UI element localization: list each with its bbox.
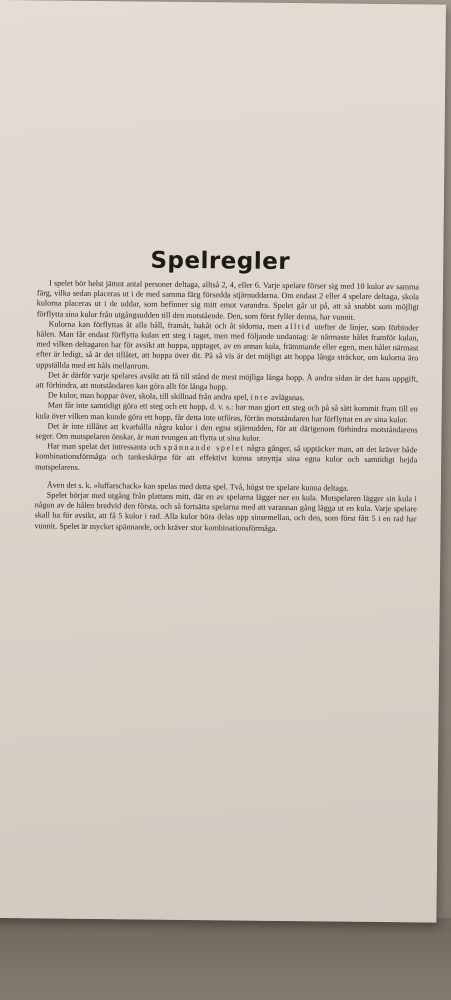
- rule-paragraph: Även det s. k. »luffarschack» kan spelas med detta spel. Två, högst tre spelare kunna deltaga.: [46, 480, 349, 493]
- paragraph-text: utefter de linjer, som förbinder hålen. Man får endast förflytta kulan ett steg i taget, men med följande undantag: är närmaste hålet framför kulan, med vilken deltagaren har för avsikt att hoppa, upptaget, av en annan kula, främmande eller egen, men hålet närmast efter är ledigt, så är det tillåtet, att hoppa över dit. På så vis är det möjligt att hoppa långa sträckor, om kulorna äro uppställda med ett håls mellanrum.: [36, 322, 419, 371]
- document-body: [34, 278, 419, 535]
- rule-paragraph: Spelet börjar med utgång från plattans mitt, där en av spelarna lägger ner en kula. Motspelaren lägger sin kula i någon av de hålen bredvid den första, och så fortsätta spelarna med att varannan gång lägga ut en kula. Varje spelare skall ha för avsikt, att få 5 kulor i rad. Alla kulor böra delas upp sinsemellan, och den, som först fått 5 i en rad har vunnit. Spelet är mycket spännande, och kräver stor kombinationsförmåga.: [34, 490, 417, 533]
- rule-paragraph: [35, 442, 417, 477]
- rule-paragraph: I spelet bör helst jämnt antal personer deltaga, alltså 2, 4, eller 6. Varje spelare förser sig med 10 kulor av samma färg, vilka sedan placeras ut i de med samma färg försedda stjärnuddarna. Om endast 2 eller 4 spelare deltaga, skola kulorna placeras ut i de uddar, som befinner sig mitt emot varandra. Spelet går ut på, att så snabbt som möjligt förflytta sina kulor från utgångsudden till den motstående. Den, som först fyller denna, har vunnit.: [36, 278, 420, 322]
- rule-paragraph: Man får inte samtidigt göra ett steg och ett hopp, d. v. s.: har man gjort ett steg och på så sätt kommit fram till en kula över vilken man kunde göra ett hopp, får detta inte utföras, förrän motståndaren har förflyttat en av sina kulor.: [35, 400, 418, 424]
- paragraph-text: några gånger, så upptäcker man, att det kräver både kombinationsförmåga och tankeskärpa för att effektivt kunna utnyttja sina egna kulor och samtidigt hejda motspelarens.: [35, 443, 418, 472]
- emphasized-text: alltid: [284, 321, 312, 332]
- rule-paragraph: Det är därför varje spelares avsikt att få till stånd de mest möjliga långa hopp. Å andra sidan är det hans uppgift, att förhindra, att motståndaren kan göra allt för långa hopp.: [35, 370, 419, 392]
- paragraph-text: Kulorna kan förflyttas åt alla håll, framåt, bakåt och åt sidorna, men: [48, 319, 286, 331]
- emphasized-text: inte: [250, 392, 270, 403]
- document-title: Spelregler: [150, 247, 291, 276]
- paragraph-text: De kulor, man hoppar över, skola, till skillnad från andra spel,: [47, 390, 251, 402]
- rule-paragraph: [36, 319, 419, 374]
- rule-paragraph: Det är inte tillåtet att kvarhålla några kulor i den egna stjärnudden, för att därigenom förhindra motståndarens seger. Om motspelaren önskar, är man tvungen att flytta ut sina kulor.: [35, 421, 418, 443]
- paragraph-text: Har man spelat det intressanta och: [47, 441, 164, 452]
- paragraph-text: avlägsnas.: [269, 393, 305, 403]
- emphasized-text: spännande spelet: [163, 442, 245, 453]
- paper-bottom-edge: [0, 918, 451, 1000]
